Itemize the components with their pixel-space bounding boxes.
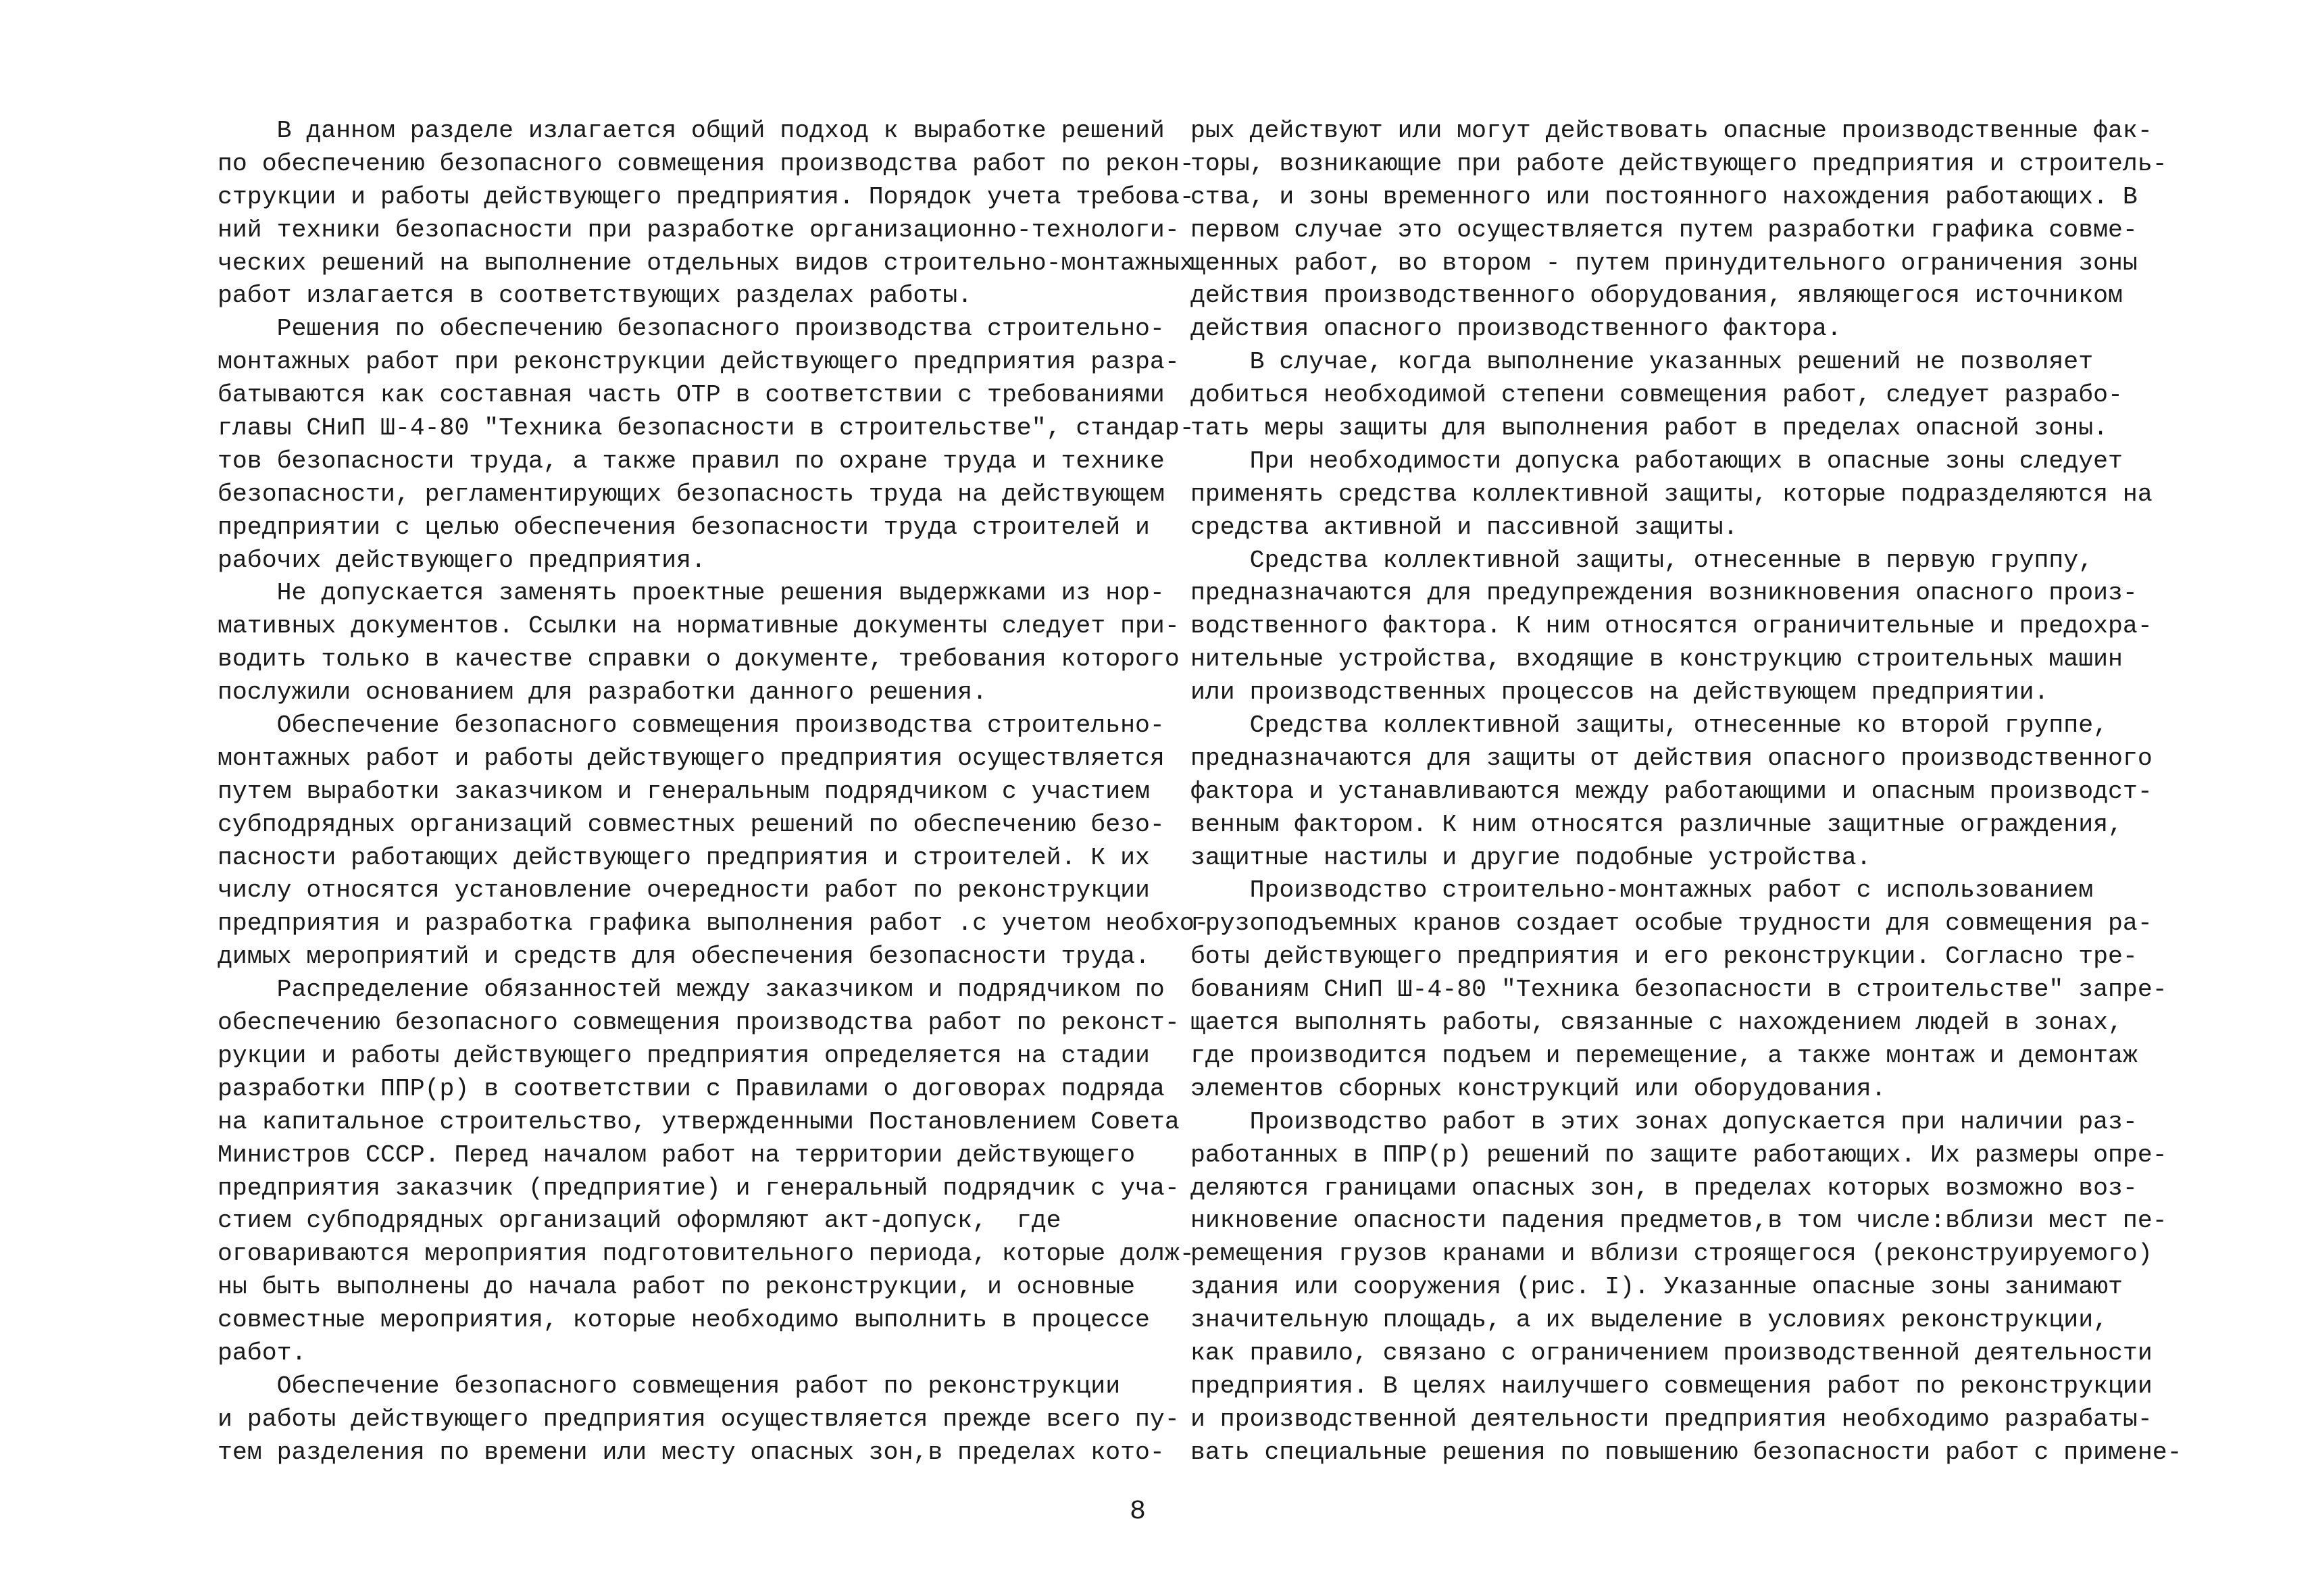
- text-line: тов безопасности труда, а также правил по охране труда и технике: [218, 447, 1165, 475]
- text-line: рых действуют или могут действовать опасные производственные фак-: [1190, 117, 2153, 145]
- text-line: Производство строительно-монтажных работ с использованием: [1190, 876, 2094, 905]
- text-line: путем выработки заказчиком и генеральным подрядчиком с участием: [218, 777, 1150, 805]
- text-line: здания или сооружения (рис. I). Указанные опасные зоны занимают: [1190, 1273, 2123, 1301]
- text-line: как правило, связано с ограничением производственной деятельности: [1190, 1339, 2153, 1367]
- text-line: предприятия. В целях наилучшего совмещения работ по реконструкции: [1190, 1372, 2153, 1400]
- text-line: ства, и зоны временного или постоянного нахождения работающих. В: [1190, 182, 2138, 211]
- text-line: бованиям СНиП Ш-4-80 "Техника безопасности в строительстве" запре-: [1190, 976, 2167, 1004]
- text-line: и работы действующего предприятия осуществляется прежде всего пу-: [218, 1405, 1180, 1433]
- text-line: Министров СССР. Перед началом работ на территории действующего: [218, 1141, 1136, 1169]
- text-line: Обеспечение безопасного совмещения работ по реконструкции: [218, 1372, 1121, 1400]
- text-line: деляются границами опасных зон, в пределах которых возможно воз-: [1190, 1174, 2138, 1202]
- text-line: Обеспечение безопасного совмещения производства строительно-: [218, 712, 1165, 740]
- text-line: главы СНиП Ш-4-80 "Техника безопасности в строительстве", стандар-: [218, 414, 1194, 443]
- text-line: совместные мероприятия, которые необходимо выполнить в процессе: [218, 1306, 1150, 1335]
- left-text-column: [218, 115, 1209, 1470]
- text-line: тать меры защиты для выполнения работ в пределах опасной зоны.: [1190, 414, 2109, 443]
- text-line: предприятии с целью обеспечения безопасности труда строителей и: [218, 513, 1150, 541]
- text-line: водственного фактора. К ним относятся ограничительные и предохра-: [1190, 612, 2153, 641]
- text-line: вать специальные решения по повышению безопасности работ с примене-: [1190, 1438, 2182, 1466]
- text-line: Средства коллективной защиты, отнесенные в первую группу,: [1190, 546, 2094, 574]
- text-line: разработки ППР(р) в соответствии с Правилами о договорах подряда: [218, 1074, 1165, 1103]
- text-line: работ излагается в соответствующих разделах работы.: [218, 282, 973, 310]
- text-line: ний техники безопасности при разработке организационно-технологи-: [218, 216, 1180, 244]
- text-line: мативных документов. Ссылки на нормативные документы следует при-: [218, 612, 1180, 641]
- text-line: и производственной деятельности предприятия необходимо разрабаты-: [1190, 1405, 2153, 1433]
- text-line: на капитальное строительство, утвержденными Постановлением Совета: [218, 1107, 1180, 1136]
- text-line: оговариваются мероприятия подготовительного периода, которые долж-: [218, 1240, 1194, 1268]
- text-line: Распределение обязанностей между заказчиком и подрядчиком по: [218, 976, 1165, 1004]
- text-line: боты действующего предприятия и его реконструкции. Согласно тре-: [1190, 943, 2138, 971]
- text-line: При необходимости допуска работающих в опасные зоны следует: [1190, 447, 2123, 475]
- text-line: первом случае это осуществляется путем разработки графика совме-: [1190, 216, 2138, 244]
- text-line: ческих решений на выполнение отдельных видов строительно-монтажных: [218, 249, 1194, 277]
- text-line: водить только в качестве справки о документе, требования которого: [218, 645, 1180, 674]
- text-line: димых мероприятий и средств для обеспечения безопасности труда.: [218, 943, 1150, 971]
- text-line: применять средства коллективной защиты, которые подразделяются на: [1190, 480, 2153, 508]
- text-line: значительную площадь, а их выделение в условиях реконструкции,: [1190, 1306, 2109, 1335]
- text-line: действия опасного производственного фактора.: [1190, 315, 1842, 343]
- text-line: грузоподъемных кранов создает особые трудности для совмещения ра-: [1190, 909, 2153, 938]
- text-line: средства активной и пассивной защиты.: [1190, 513, 1738, 541]
- text-line: обеспечению безопасного совмещения производства работ по реконст-: [218, 1009, 1180, 1037]
- text-line: никновение опасности падения предметов,в том числе:вблизи мест пе-: [1190, 1207, 2167, 1235]
- text-line: по обеспечению безопасного совмещения производства работ по рекон-: [218, 149, 1194, 178]
- right-text-column: [1190, 115, 2182, 1470]
- text-line: где производится подъем и перемещение, а также монтаж и демонтаж: [1190, 1041, 2138, 1070]
- text-line: рукции и работы действующего предприятия определяется на стадии: [218, 1041, 1150, 1070]
- text-line: батываются как составная часть ОТР в соответствии с требованиями: [218, 381, 1165, 409]
- text-line: струкции и работы действующего предприятия. Порядок учета требова-: [218, 182, 1194, 211]
- text-line: В случае, когда выполнение указанных решений не позволяет: [1190, 348, 2094, 376]
- text-line: монтажных работ и работы действующего предприятия осуществляется: [218, 744, 1165, 772]
- text-line: или производственных процессов на действующем предприятии.: [1190, 678, 2049, 707]
- text-line: нительные устройства, входящие в конструкцию строительных машин: [1190, 645, 2123, 674]
- text-line: работанных в ППР(р) решений по защите работающих. Их размеры опре-: [1190, 1141, 2167, 1169]
- text-line: послужили основанием для разработки данного решения.: [218, 678, 987, 707]
- text-line: предприятия заказчик (предприятие) и генеральный подрядчик с уча-: [218, 1174, 1180, 1202]
- text-line: венным фактором. К ним относятся различные защитные ограждения,: [1190, 810, 2123, 839]
- text-line: Не допускается заменять проектные решения выдержками из нор-: [218, 579, 1165, 607]
- text-line: элементов сборных конструкций или оборудования.: [1190, 1074, 1886, 1103]
- text-line: ны быть выполнены до начала работ по реконструкции, и основные: [218, 1273, 1136, 1301]
- text-line: торы, возникающие при работе действующего предприятия и строитель-: [1190, 149, 2167, 178]
- page-number: 8: [1130, 1497, 1147, 1527]
- text-line: добиться необходимой степени совмещения работ, следует разрабо-: [1190, 381, 2123, 409]
- text-line: фактора и устанавливаются между работающими и опасным производст-: [1190, 777, 2153, 805]
- text-line: действия производственного оборудования, являющегося источником: [1190, 282, 2123, 310]
- text-line: стием субподрядных организаций оформляют акт-допуск, где: [218, 1207, 1061, 1235]
- text-line: защитные настилы и другие подобные устройства.: [1190, 843, 1871, 872]
- text-line: пасности работающих действующего предприятия и строителей. К их: [218, 843, 1150, 872]
- text-line: ремещения грузов кранами и вблизи строящегося (реконструируемого): [1190, 1240, 2153, 1268]
- text-line: предназначаются для защиты от действия опасного производственного: [1190, 744, 2153, 772]
- text-line: безопасности, регламентирующих безопасность труда на действующем: [218, 480, 1165, 508]
- text-line: монтажных работ при реконструкции действующего предприятия разра-: [218, 348, 1180, 376]
- text-line: предназначаются для предупреждения возникновения опасного произ-: [1190, 579, 2138, 607]
- text-line: Решения по обеспечению безопасного производства строительно-: [218, 315, 1165, 343]
- text-line: щенных работ, во втором - путем принудительного ограничения зоны: [1190, 249, 2138, 277]
- text-line: щается выполнять работы, связанные с нахождением людей в зонах,: [1190, 1009, 2123, 1037]
- text-line: работ.: [218, 1339, 307, 1367]
- text-line: тем разделения по времени или месту опасных зон,в пределах кото-: [218, 1438, 1165, 1466]
- text-line: числу относятся установление очередности работ по реконструкции: [218, 876, 1150, 905]
- text-line: В данном разделе излагается общий подход к выработке решений: [218, 117, 1165, 145]
- text-line: рабочих действующего предприятия.: [218, 546, 706, 574]
- text-line: предприятия и разработка графика выполнения работ .с учетом необхо-: [218, 909, 1209, 938]
- text-line: субподрядных организаций совместных решений по обеспечению безо-: [218, 810, 1165, 839]
- text-line: Производство работ в этих зонах допускается при наличии раз-: [1190, 1107, 2138, 1136]
- text-line: Средства коллективной защиты, отнесенные ко второй группе,: [1190, 712, 2109, 740]
